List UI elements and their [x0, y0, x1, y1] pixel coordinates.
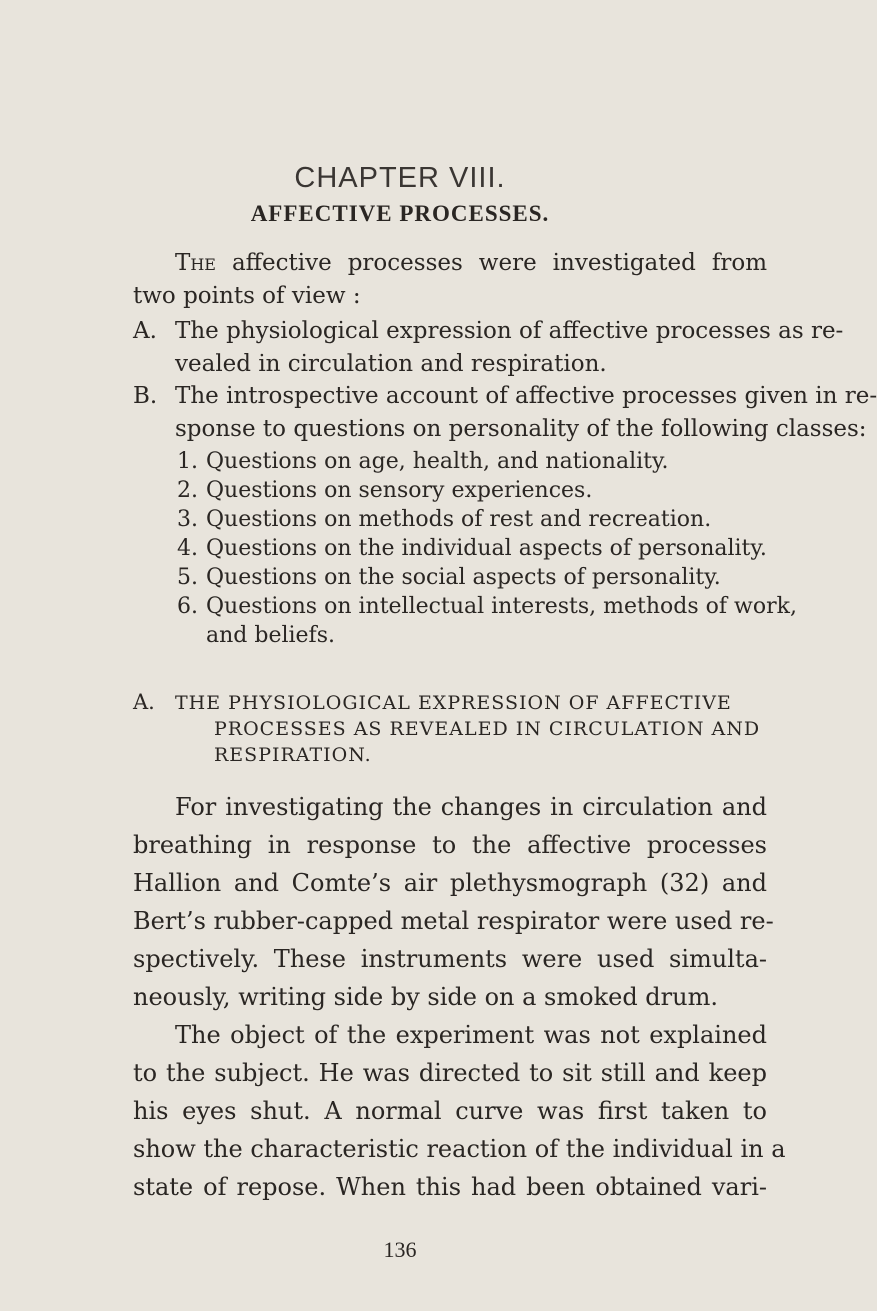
intro-line-1 — [133, 247, 767, 280]
point-b-letter: B. — [133, 383, 158, 409]
body-line: breathing in response to the affective processes — [133, 831, 767, 859]
class-item-6-continued — [177, 623, 335, 648]
body-line: neously, writing side by side on a smoked drum. — [133, 983, 718, 1011]
intro-paragraph — [133, 247, 767, 313]
body-paragraph-1 — [133, 788, 774, 1016]
class-number: 2. — [177, 478, 198, 503]
body-paragraph-2 — [133, 1016, 786, 1206]
class-number: 5. — [177, 565, 198, 590]
body-line: spectively. These instruments were used simulta- — [133, 945, 767, 973]
class-item-4 — [177, 536, 767, 561]
class-text: Questions on age, health, and nationality. — [206, 449, 669, 474]
class-text: Questions on the individual aspects of personality. — [206, 536, 767, 561]
point-a-line-2: vealed in circulation and respiration. — [175, 351, 607, 377]
class-text: Questions on intellectual interests, methods of work, — [206, 594, 797, 619]
point-b-text — [175, 380, 877, 446]
section-heading-line-2: PROCESSES AS REVEALED IN CIRCULATION AND — [214, 718, 761, 740]
body-line: Hallion and Comte’s air plethysmograph (32) and — [133, 869, 767, 897]
intro-line-2: two points of view : — [133, 283, 361, 309]
body-line: state of repose. When this had been obtained vari- — [133, 1173, 767, 1201]
point-a-line-1: The physiological expression of affective processes as re- — [175, 318, 844, 344]
intro-small-caps: The — [175, 250, 216, 276]
section-heading-line-3: RESPIRATION. — [214, 744, 372, 766]
body-line: his eyes shut. A normal curve was first taken to — [133, 1097, 767, 1125]
point-a-letter: A. — [133, 318, 157, 344]
section-letter: A. — [133, 690, 155, 714]
class-item-3 — [177, 507, 711, 532]
class-item-1 — [177, 449, 669, 474]
class-item-6 — [177, 594, 797, 619]
body-line: Bert’s rubber-capped metal respirator were used re- — [133, 907, 774, 935]
chapter-subtitle: AFFECTIVE PROCESSES. — [250, 201, 550, 226]
class-text: Questions on sensory experiences. — [206, 478, 593, 503]
point-b-line-2: sponse to questions on personality of the following classes: — [175, 416, 867, 442]
class-number: 3. — [177, 507, 198, 532]
section-heading-line-1: THE PHYSIOLOGICAL EXPRESSION OF AFFECTIVE — [175, 692, 732, 714]
point-b-line-1: The introspective account of affective processes given in re- — [175, 383, 877, 409]
class-text: and beliefs. — [206, 623, 335, 648]
body-line: The object of the experiment was not explained — [175, 1021, 767, 1049]
class-number: 4. — [177, 536, 198, 561]
class-number: 6. — [177, 594, 198, 619]
class-text: Questions on methods of rest and recreation. — [206, 507, 712, 532]
body-line: to the subject. He was directed to sit still and keep — [133, 1059, 767, 1087]
class-item-5 — [177, 565, 721, 590]
body-line: show the characteristic reaction of the individual in a — [133, 1135, 786, 1163]
page-number: 136 — [383, 1237, 417, 1262]
class-item-2 — [177, 478, 592, 503]
body-line: For investigating the changes in circulation and — [175, 793, 767, 821]
class-text: Questions on the social aspects of personality. — [206, 565, 721, 590]
chapter-title: CHAPTER VIII. — [294, 162, 506, 194]
class-number: 1. — [177, 449, 198, 474]
point-a-text — [175, 315, 844, 381]
intro-line-1-text: affective processes were investigated from — [215, 250, 767, 276]
